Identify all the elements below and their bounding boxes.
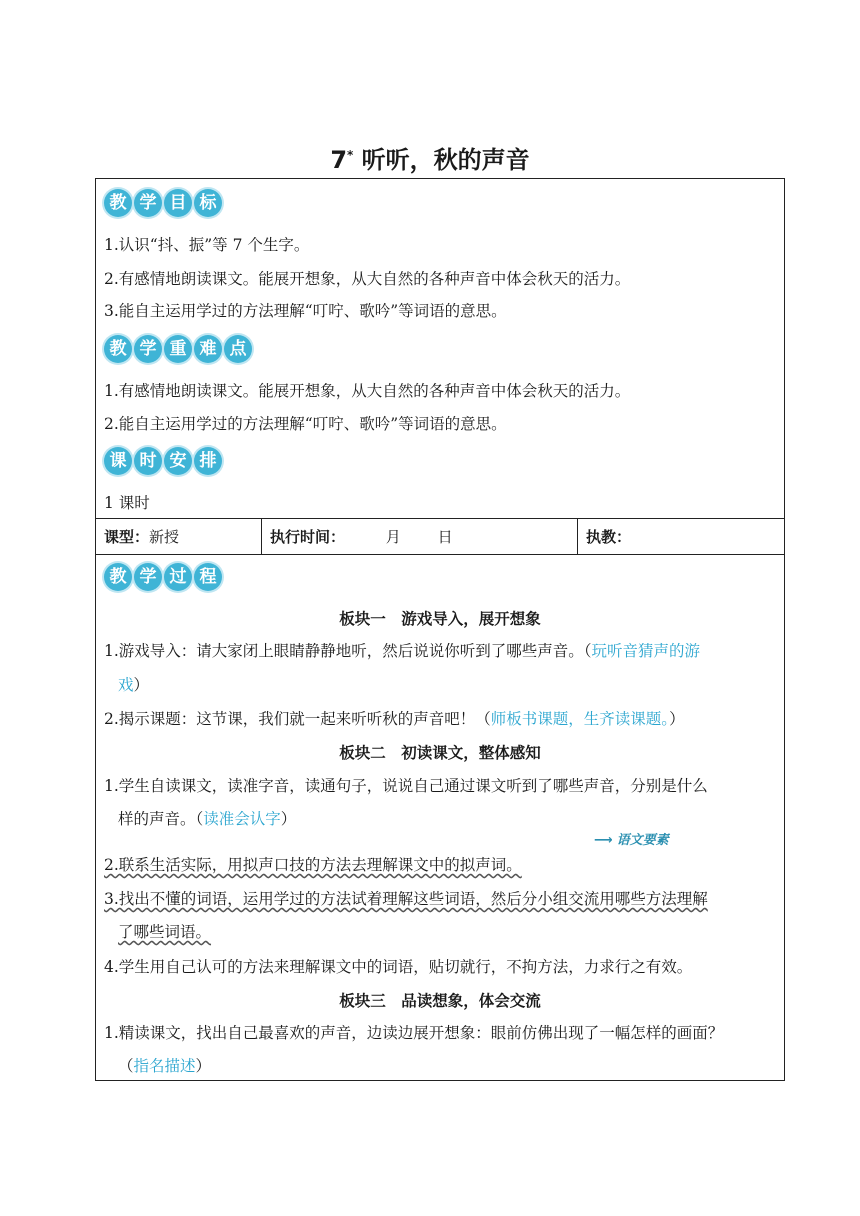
block1-item1-cont: 戏） [118,676,150,694]
block2-item1-cont: 样的声音。（读准会认字） [118,810,297,828]
block2-item3-cont: 了哪些词语。 [118,923,212,941]
badge-process: 教 学 过 程 [104,563,222,591]
block1-heading: 板块一 游戏导入，展开想象 [339,610,541,628]
block1-item1: 1.游戏导入：请大家闭上眼睛静静地听，然后说说你听到了哪些声音。（玩听音猜声的游 [104,642,701,660]
block2-item2: 2.联系生活实际，用拟声口技的方法去理解课文中的拟声词。 [104,856,522,874]
block2-item4: 4.学生用自己认可的方法来理解课文中的词语，贴切就行，不拘方法，力求行之有效。 [104,958,693,976]
time-text: 1 课时 [104,494,150,512]
teacher-cell: 执教： [586,528,632,546]
lesson-type-cell: 课型：新授 [96,519,262,555]
goal-item: 2.有感情地朗读课文。能展开想象，从大自然的各种声音中体会秋天的活力。 [104,270,631,288]
block1-item2: 2.揭示课题：这节课，我们就一起来听听秋的声音吧！（师板书课题，生齐读课题。） [104,710,685,728]
block3-item1-cont: （指名描述） [118,1057,212,1075]
badge-goals: 教 学 目 标 [104,189,222,217]
page-title: 7* 听听，秋的声音 [330,146,530,174]
key-item: 1.有感情地朗读课文。能展开想象，从大自然的各种声音中体会秋天的活力。 [104,382,631,400]
block2-heading: 板块二 初读课文，整体感知 [339,744,541,762]
lesson-plan-table [95,178,785,1081]
key-item: 2.能自主运用学过的方法理解“叮咛、歌吟”等词语的意思。 [104,415,507,433]
block2-item1: 1.学生自读课文，读准字音，读通句子，说说自己通过课文听到了哪些声音，分别是什么 [104,777,708,795]
margin-note: ⟶ 语文要素 [594,833,669,848]
exec-time-cell: 执行时间： 月 日 [262,519,578,555]
block3-item1: 1.精读课文，找出自己最喜欢的声音，边读边展开想象：眼前仿佛出现了一幅怎样的画面？ [104,1024,724,1042]
goal-item: 1.认识“抖、振”等 7 个生字。 [104,236,310,254]
badge-keys: 教 学 重 难 点 [104,335,252,363]
block3-heading: 板块三 品读想象，体会交流 [339,992,541,1010]
goals-section [96,179,784,519]
badge-time: 课 时 安 排 [104,447,222,475]
info-row [96,519,784,555]
block2-item3: 3.找出不懂的词语，运用学过的方法试着理解这些词语，然后分小组交流用哪些方法理解 [104,890,708,908]
goal-item: 3.能自主运用学过的方法理解“叮咛、歌吟”等词语的意思。 [104,302,507,320]
